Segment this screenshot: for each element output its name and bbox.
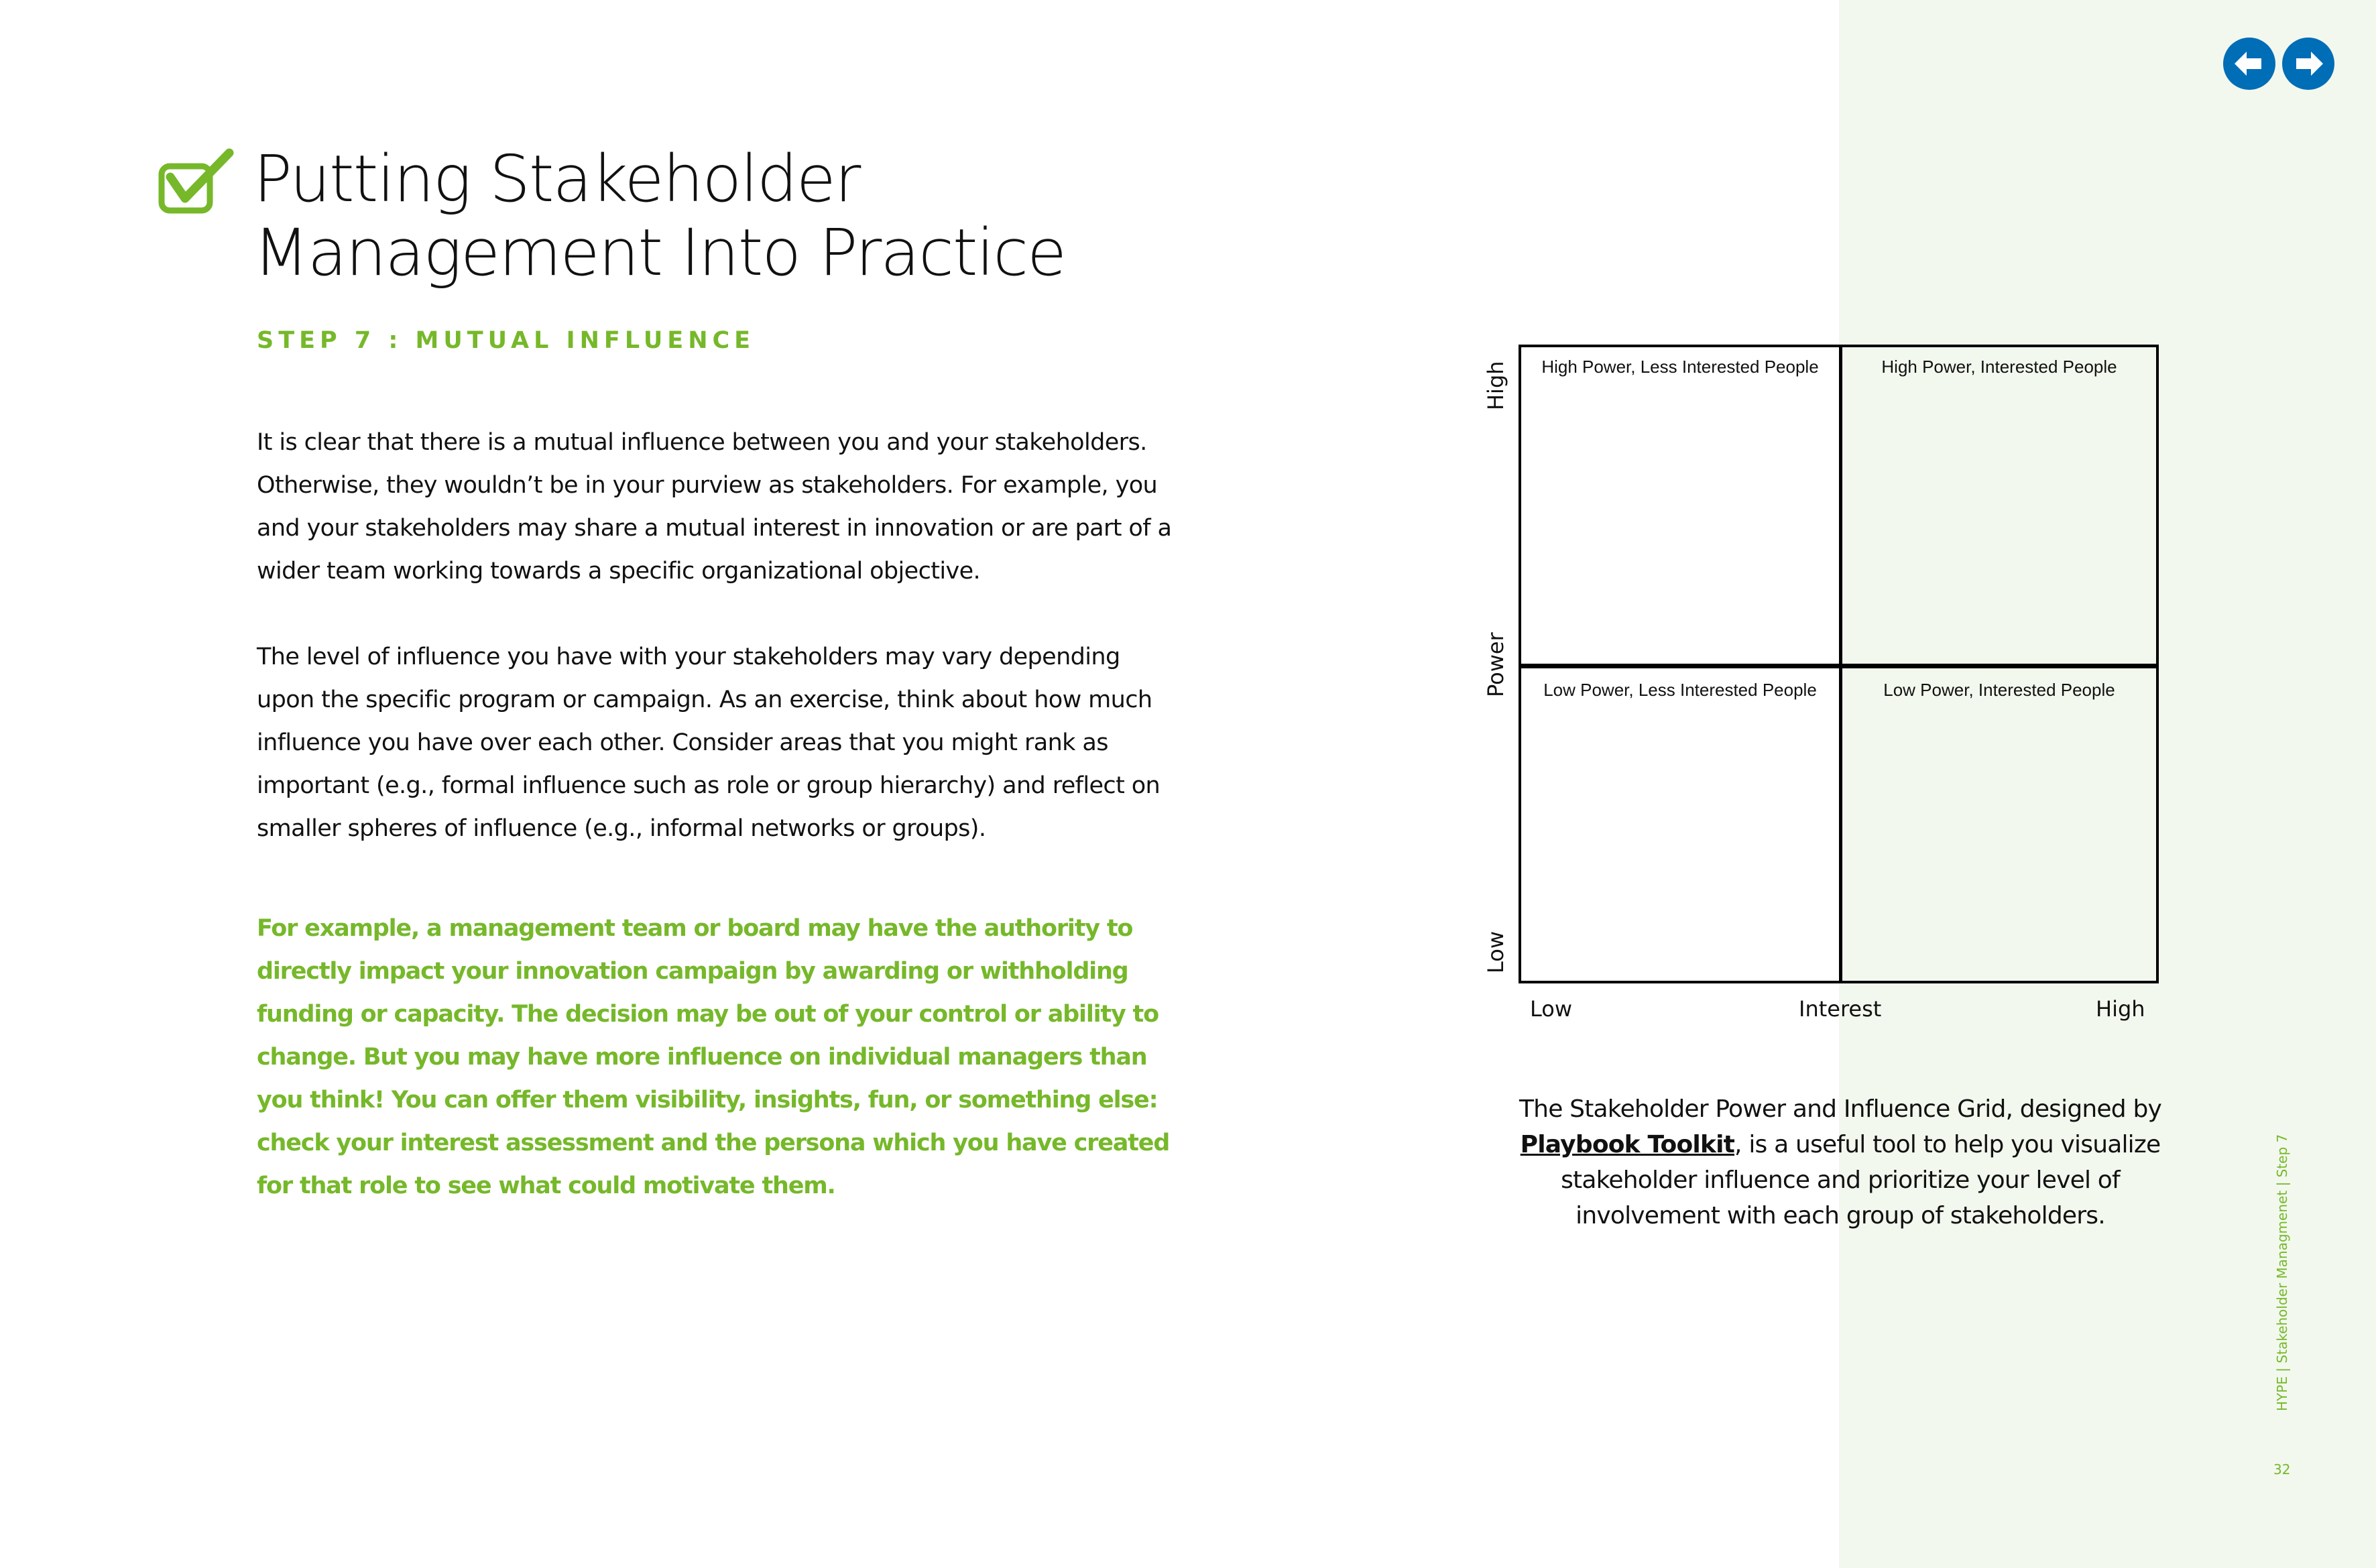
caption-text-end: , is a useful tool to help you visualize stakeholder influence and prioritize your level of involvement with each group of stakeholders. — [1561, 1131, 2161, 1229]
body-paragraph-2: The level of influence you have with your stakeholders may vary depending upon the specific program or campaign. As an exercise, think about how much influence you have over each other. Consider areas that you might rank as important (e.g., formal influence such as role or group hierarchy) and reflect on smaller spheres of influence (e.g., informal networks or groups). — [257, 644, 1161, 842]
arrow-left-icon — [2232, 46, 2267, 81]
running-footer: HYPE | Stakeholder Managmenet | Step 7 — [2274, 1134, 2290, 1411]
y-axis-high-label: High — [1483, 361, 1508, 410]
x-axis-high-label: High — [2096, 996, 2145, 1022]
page-navigation — [2223, 38, 2334, 90]
y-axis-low-label: Low — [1483, 930, 1508, 973]
arrow-right-icon — [2291, 46, 2326, 81]
body-paragraph-1: It is clear that there is a mutual influence between you and your stakeholders. Otherwise, they wouldn’t be in your purview as stakeholders. For example, you and your stakeholders may share a mutual interest in innovation or are part of a wider team working towards a specific organizational objective. — [257, 429, 1172, 585]
page-number: 32 — [2273, 1461, 2291, 1477]
quadrant-low-power-less-interested: Low Power, Less Interested People — [1543, 680, 1817, 700]
next-page-button[interactable] — [2282, 38, 2334, 90]
highlight-paragraph: For example, a management team or board may have the authority to directly impact your innovation campaign by awarding or withholding funding or capacity. The decision may be out of your control or ability to change. But you may have more influence on individual managers than you think! You can offer them visibility, insights, fun, or something else: check your interest assessment and the persona which you have created for that role to see what could motivate them. — [257, 915, 1170, 1199]
quadrant-high-power-interested: High Power, Interested People — [1881, 357, 2117, 377]
section-subtitle: STEP 7 : MUTUAL INFLUENCE — [257, 327, 756, 354]
quadrant-high-power-less-interested: High Power, Less Interested People — [1541, 357, 1819, 377]
y-axis-title: Power — [1483, 632, 1508, 697]
grid-caption — [1495, 1091, 2186, 1233]
x-axis-title: Interest — [1799, 996, 1882, 1022]
previous-page-button[interactable] — [2223, 38, 2275, 90]
power-interest-grid — [1519, 345, 2159, 983]
page-title-line-2: Management Into Practice — [253, 215, 1066, 290]
page-title — [253, 142, 1065, 290]
x-axis-low-label: Low — [1530, 996, 1573, 1022]
playbook-toolkit-link[interactable]: Playbook Toolkit — [1520, 1131, 1735, 1158]
caption-text-start: The Stakeholder Power and Influence Grid, designed by — [1519, 1095, 2162, 1123]
page-title-line-1: Putting Stakeholder — [253, 141, 860, 217]
grid-horizontal-divider — [1521, 664, 2156, 668]
checkbox-checked-icon — [157, 147, 235, 215]
quadrant-low-power-interested: Low Power, Interested People — [1883, 680, 2115, 700]
